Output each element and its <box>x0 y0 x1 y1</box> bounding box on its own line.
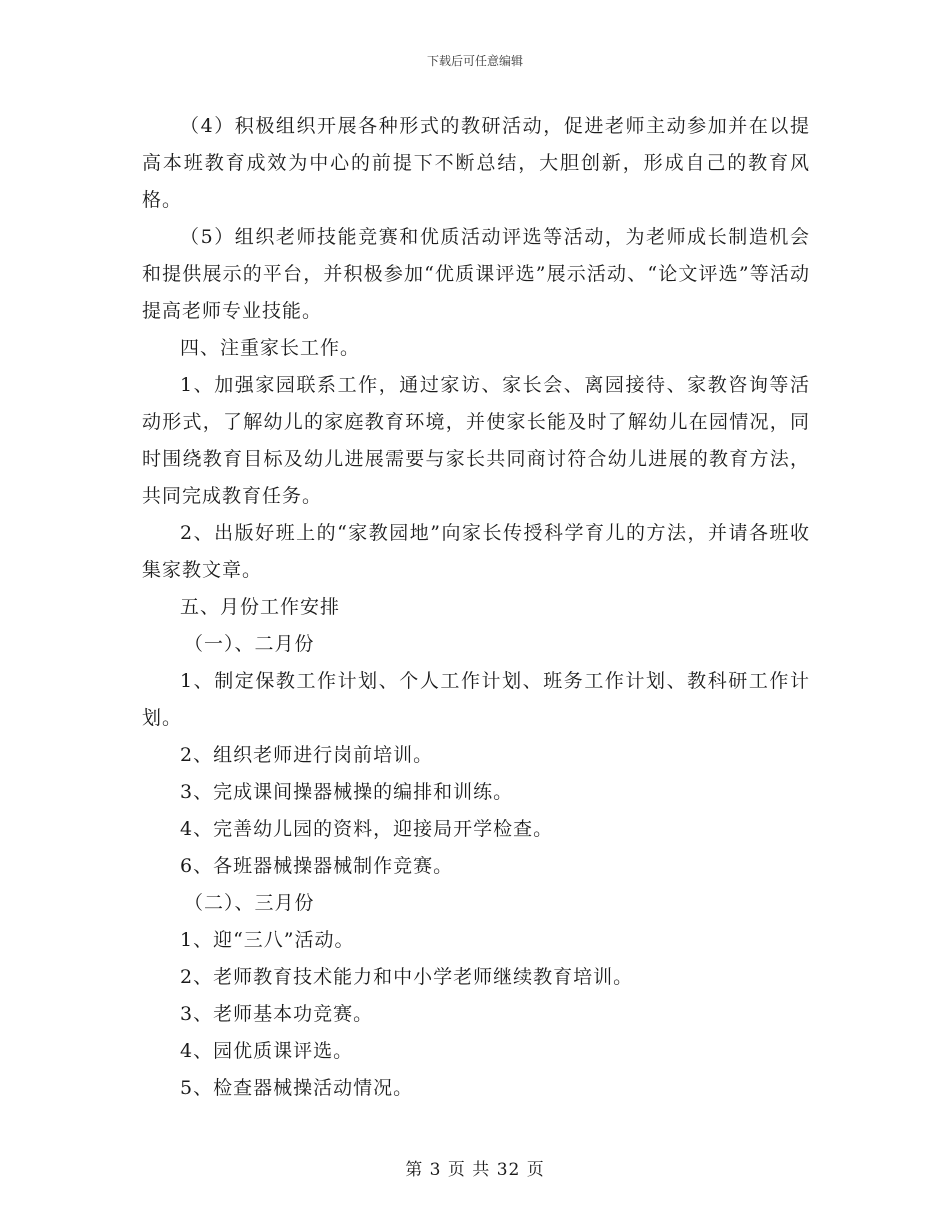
subheading-march: （二）、三月份 <box>184 892 315 914</box>
paragraph-parent-work-2: 2、出版好班上的“家教园地”向家长传授科学育儿的方法，并请各班收集家教文章。 <box>142 522 810 581</box>
paragraph-item-5: （5）组织老师技能竞赛和优质活动评选等活动，为老师成长制造机会和提供展示的平台，并积极参加“优质课评选”展示活动、“论文评选”等活动提高老师专业技能。 <box>142 226 810 322</box>
list-item: 4、园优质课评选。 <box>180 1040 354 1062</box>
list-item: 1、迎“三八”活动。 <box>180 929 355 951</box>
document-body <box>142 108 810 1107</box>
paragraph-item-4: （4）积极组织开展各种形式的教研活动，促进老师主动参加并在以提高本班教育成效为中心的前提下不断总结，大胆创新，形成自己的教育风格。 <box>142 115 810 211</box>
list-item: 3、完成课间操器械操的编排和训练。 <box>180 781 514 803</box>
section-heading-monthly-plan: 五、月份工作安排 <box>180 596 341 618</box>
list-item: 2、老师教育技术能力和中小学老师继续教育培训。 <box>180 966 634 988</box>
page-number-footer: 第 3 页 共 32 页 <box>405 1160 545 1180</box>
list-item: 2、组织老师进行岗前培训。 <box>180 744 434 766</box>
subheading-february: （一）、二月份 <box>184 633 315 655</box>
page-header: 下载后可任意编辑 <box>426 54 523 68</box>
list-item: 1、制定保教工作计划、个人工作计划、班务工作计划、教科研工作计划。 <box>142 670 810 729</box>
list-item: 3、老师基本功竞赛。 <box>180 1003 374 1025</box>
list-item: 5、检查器械操活动情况。 <box>180 1077 414 1099</box>
list-item: 6、各班器械操器械制作竞赛。 <box>180 855 454 877</box>
list-item: 4、完善幼儿园的资料，迎接局开学检查。 <box>180 818 554 840</box>
section-heading-parent-work: 四、注重家长工作。 <box>180 337 361 359</box>
paragraph-parent-work-1: 1、加强家园联系工作，通过家访、家长会、离园接待、家教咨询等活动形式，了解幼儿的家庭教育环境，并使家长能及时了解幼儿在园情况，同时围绕教育目标及幼儿进展需要与家长共同商讨符合幼儿进展的教育方法，共同完成教育任务。 <box>142 374 810 507</box>
